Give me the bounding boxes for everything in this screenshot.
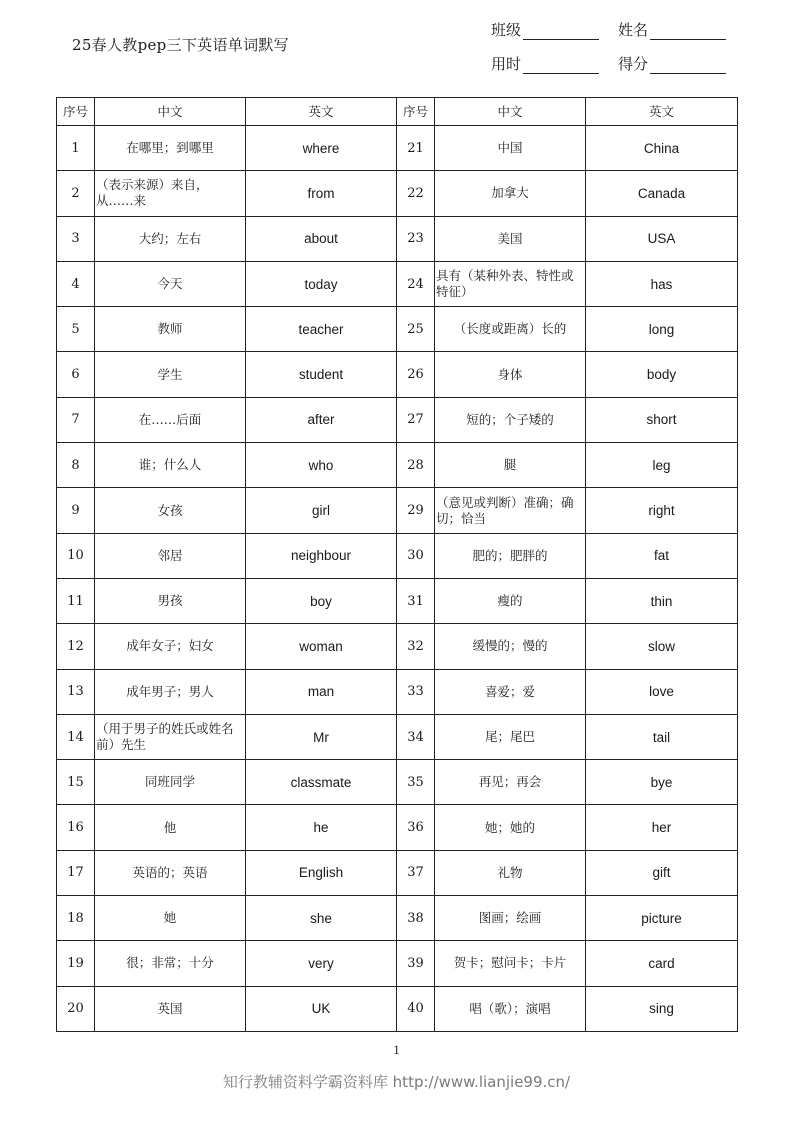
table-row: [57, 624, 738, 669]
table-row: [57, 850, 738, 895]
time-blank[interactable]: [523, 55, 599, 74]
chinese-cell: 英国: [95, 986, 246, 1031]
chinese-cell: 英语的；英语: [95, 850, 246, 895]
page-number: 1: [393, 1042, 400, 1057]
english-cell: right: [586, 488, 738, 533]
table-row: [57, 307, 738, 352]
table-row: [57, 397, 738, 442]
header-english: 英文: [586, 98, 738, 126]
english-cell: thin: [586, 578, 738, 623]
english-cell: woman: [246, 624, 397, 669]
row-number: 36: [397, 805, 435, 850]
chinese-cell: 女孩: [95, 488, 246, 533]
english-cell: fat: [586, 533, 738, 578]
chinese-cell: 再见；再会: [435, 760, 586, 805]
table-row: [57, 986, 738, 1031]
chinese-cell: 加拿大: [435, 171, 586, 216]
chinese-cell: （长度或距离）长的: [435, 307, 586, 352]
chinese-cell: 瘦的: [435, 578, 586, 623]
table-row: [57, 805, 738, 850]
english-cell: gift: [586, 850, 738, 895]
row-number: 21: [397, 126, 435, 171]
row-number: 15: [57, 760, 95, 805]
row-number: 28: [397, 443, 435, 488]
english-cell: where: [246, 126, 397, 171]
english-cell: China: [586, 126, 738, 171]
row-number: 11: [57, 578, 95, 623]
table-row: [57, 216, 738, 261]
chinese-cell: 尾；尾巴: [435, 714, 586, 759]
row-number: 7: [57, 397, 95, 442]
chinese-cell: 她；她的: [435, 805, 586, 850]
table-row: [57, 578, 738, 623]
english-cell: English: [246, 850, 397, 895]
table-row: [57, 488, 738, 533]
row-number: 9: [57, 488, 95, 533]
chinese-cell: 美国: [435, 216, 586, 261]
chinese-cell: 谁；什么人: [95, 443, 246, 488]
row-number: 29: [397, 488, 435, 533]
footer-watermark: 知行教辅资料学霸资料库 http://www.lianjie99.cn/: [222, 1073, 571, 1091]
english-cell: has: [586, 261, 738, 306]
time-label: 用时: [491, 55, 522, 73]
row-number: 23: [397, 216, 435, 261]
english-cell: neighbour: [246, 533, 397, 578]
row-number: 16: [57, 805, 95, 850]
chinese-cell: 短的；个子矮的: [435, 397, 586, 442]
chinese-cell: 在……后面: [95, 397, 246, 442]
chinese-cell: 大约；左右: [95, 216, 246, 261]
score-blank[interactable]: [650, 55, 726, 74]
english-cell: USA: [586, 216, 738, 261]
english-cell: sing: [586, 986, 738, 1031]
english-cell: her: [586, 805, 738, 850]
row-number: 22: [397, 171, 435, 216]
chinese-cell: 他: [95, 805, 246, 850]
chinese-cell: （用于男子的姓氏或姓名前）先生: [95, 714, 246, 759]
english-cell: love: [586, 669, 738, 714]
chinese-cell: （意见或判断）准确；确切；恰当: [435, 488, 586, 533]
english-cell: long: [586, 307, 738, 352]
row-number: 19: [57, 941, 95, 986]
row-number: 31: [397, 578, 435, 623]
chinese-cell: 在哪里；到哪里: [95, 126, 246, 171]
chinese-cell: 礼物: [435, 850, 586, 895]
chinese-cell: 成年男子；男人: [95, 669, 246, 714]
row-number: 20: [57, 986, 95, 1031]
row-number: 1: [57, 126, 95, 171]
table-row: [57, 760, 738, 805]
english-cell: bye: [586, 760, 738, 805]
chinese-cell: 图画；绘画: [435, 896, 586, 941]
chinese-cell: 贺卡；慰问卡；卡片: [435, 941, 586, 986]
name-field: [618, 19, 726, 40]
english-cell: classmate: [246, 760, 397, 805]
english-cell: slow: [586, 624, 738, 669]
chinese-cell: 今天: [95, 261, 246, 306]
chinese-cell: 中国: [435, 126, 586, 171]
header-number: 序号: [397, 98, 435, 126]
vocabulary-table: [56, 97, 738, 1032]
chinese-cell: 唱（歌）；演唱: [435, 986, 586, 1031]
document-title: 25春人教pep三下英语单词默写: [72, 36, 289, 54]
header-english: 英文: [246, 98, 397, 126]
row-number: 6: [57, 352, 95, 397]
chinese-cell: 学生: [95, 352, 246, 397]
row-number: 4: [57, 261, 95, 306]
chinese-cell: 很；非常；十分: [95, 941, 246, 986]
name-label: 姓名: [618, 21, 649, 39]
table-body: [57, 126, 738, 1032]
english-cell: about: [246, 216, 397, 261]
chinese-cell: 成年女子；妇女: [95, 624, 246, 669]
english-cell: from: [246, 171, 397, 216]
english-cell: card: [586, 941, 738, 986]
row-number: 26: [397, 352, 435, 397]
english-cell: boy: [246, 578, 397, 623]
english-cell: today: [246, 261, 397, 306]
row-number: 25: [397, 307, 435, 352]
table-row: [57, 126, 738, 171]
class-blank[interactable]: [523, 21, 599, 40]
score-label: 得分: [618, 55, 649, 73]
chinese-cell: 缓慢的；慢的: [435, 624, 586, 669]
chinese-cell: （表示来源）来自，从……来: [95, 171, 246, 216]
row-number: 33: [397, 669, 435, 714]
row-number: 12: [57, 624, 95, 669]
row-number: 18: [57, 896, 95, 941]
english-cell: UK: [246, 986, 397, 1031]
row-number: 2: [57, 171, 95, 216]
row-number: 37: [397, 850, 435, 895]
row-number: 3: [57, 216, 95, 261]
row-number: 35: [397, 760, 435, 805]
chinese-cell: 邻居: [95, 533, 246, 578]
english-cell: Canada: [586, 171, 738, 216]
class-label: 班级: [491, 21, 522, 39]
table-row: [57, 533, 738, 578]
english-cell: girl: [246, 488, 397, 533]
chinese-cell: 喜爱；爱: [435, 669, 586, 714]
english-cell: leg: [586, 443, 738, 488]
english-cell: Mr: [246, 714, 397, 759]
row-number: 24: [397, 261, 435, 306]
chinese-cell: 腿: [435, 443, 586, 488]
row-number: 5: [57, 307, 95, 352]
english-cell: teacher: [246, 307, 397, 352]
table-row: [57, 171, 738, 216]
row-number: 14: [57, 714, 95, 759]
row-number: 8: [57, 443, 95, 488]
chinese-cell: 身体: [435, 352, 586, 397]
name-blank[interactable]: [650, 21, 726, 40]
english-cell: she: [246, 896, 397, 941]
chinese-cell: 肥的；肥胖的: [435, 533, 586, 578]
header-number: 序号: [57, 98, 95, 126]
row-number: 40: [397, 986, 435, 1031]
english-cell: short: [586, 397, 738, 442]
score-field: [618, 53, 726, 74]
time-field: [491, 53, 599, 74]
row-number: 32: [397, 624, 435, 669]
chinese-cell: 她: [95, 896, 246, 941]
english-cell: he: [246, 805, 397, 850]
chinese-cell: 教师: [95, 307, 246, 352]
english-cell: body: [586, 352, 738, 397]
row-number: 17: [57, 850, 95, 895]
table-row: [57, 261, 738, 306]
table-row: [57, 443, 738, 488]
header-chinese: 中文: [435, 98, 586, 126]
row-number: 27: [397, 397, 435, 442]
table-row: [57, 714, 738, 759]
chinese-cell: 同班同学: [95, 760, 246, 805]
class-field: [491, 19, 599, 40]
row-number: 13: [57, 669, 95, 714]
english-cell: man: [246, 669, 397, 714]
english-cell: student: [246, 352, 397, 397]
chinese-cell: 男孩: [95, 578, 246, 623]
table-row: [57, 896, 738, 941]
row-number: 30: [397, 533, 435, 578]
chinese-cell: 具有（某种外表、特性或特征）: [435, 261, 586, 306]
row-number: 10: [57, 533, 95, 578]
table-header-row: [57, 98, 738, 126]
row-number: 34: [397, 714, 435, 759]
row-number: 39: [397, 941, 435, 986]
english-cell: picture: [586, 896, 738, 941]
row-number: 38: [397, 896, 435, 941]
table-row: [57, 941, 738, 986]
english-cell: very: [246, 941, 397, 986]
english-cell: tail: [586, 714, 738, 759]
table-row: [57, 352, 738, 397]
header-chinese: 中文: [95, 98, 246, 126]
table-row: [57, 669, 738, 714]
english-cell: after: [246, 397, 397, 442]
english-cell: who: [246, 443, 397, 488]
